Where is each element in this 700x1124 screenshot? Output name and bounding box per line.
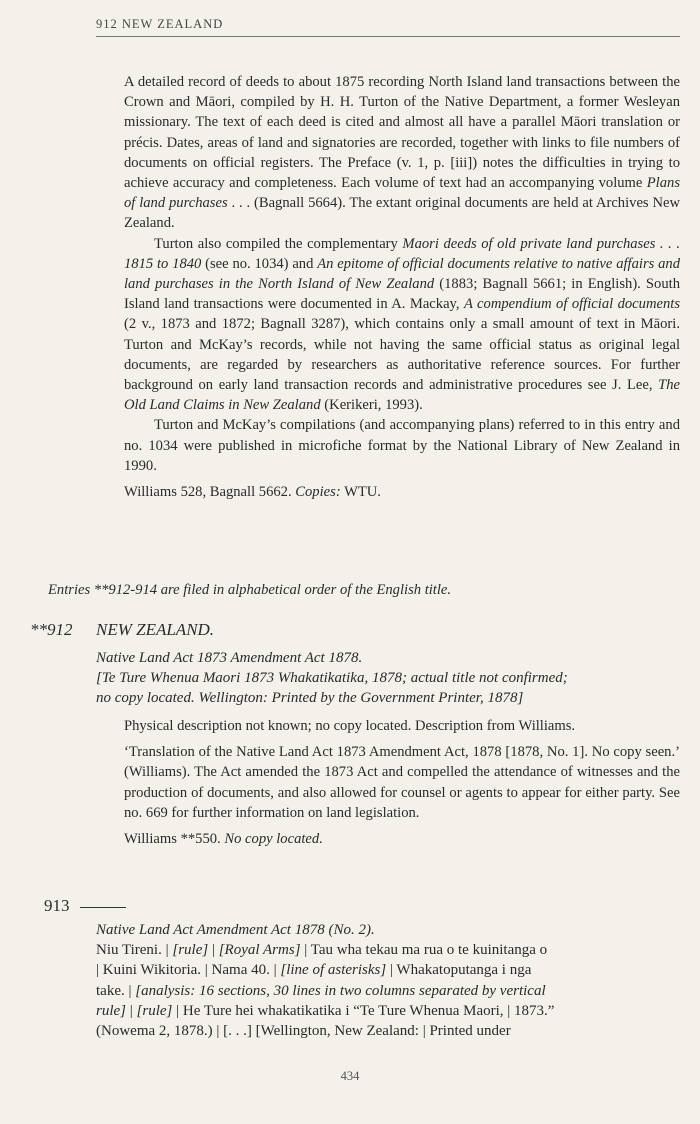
entry-912-desc-1: Physical description not known; no copy located. Description from Williams. <box>124 718 576 734</box>
entry-912-number: **912 <box>30 620 73 639</box>
entry-913-body <box>96 920 686 1041</box>
entry-913-line-4: rule] | [rule] | He Ture hei whakatikatika i “Te Ture Whenua Maori, | 1873.” <box>96 1002 555 1019</box>
entry-913-title: Native Land Act Amendment Act 1878 (No. 2). <box>96 922 375 938</box>
entry-913-line-3: take. | [analysis: 16 sections, 30 lines in two columns separated by vertical <box>96 982 546 999</box>
continuation-text <box>124 72 680 502</box>
entry-912-heading: NEW ZEALAND. <box>96 620 215 639</box>
paragraph-2: Turton also compiled the complementary Maori deeds of old private land purchases . . . 1815 to 1840 (see no. 1034) and An epitome of official documents relative to native affairs and land purchases in the North Island of New Zealand (1883; Bagnall 5661; in English). South Island land transactions were documented in A. Mackay, A compendium of official documents (2 v., 1873 and 1872; Bagnall 3287), which contains only a small amount of text in Māori. Turton and McKay’s records, while not having the same official status as original legal documents, are regarded by researchers as authoritative reference sources. For further background on early land transaction records and administrative procedures see J. Lee, The Old Land Claims in New Zealand (Kerikeri, 1993). <box>124 235 681 414</box>
running-head: 912 NEW ZEALAND <box>96 17 680 37</box>
paragraph-3: Turton and McKay’s compilations (and accompanying plans) referred to in this entry and no. 1034 were published in microfiche format by the National Library of New Zealand in 1990. <box>124 417 680 474</box>
paragraph-1: A detailed record of deeds to about 1875 recording North Island land transactions between the Crown and Māori, compiled by H. H. Turton of the Native Department, a former Wesleyan missionary. The text of each deed is cited and almost all have a parallel Māori translation or précis. Dates, areas of land and signatories are recorded, together with links to file numbers of documents on official registers. The Preface (v. 1, p. [iii]) notes the difficulties in trying to achieve accuracy and completeness. Each volume of text had an accompanying volume Plans of land purchases . . . (Bagnall 5664). The extant original documents are held at Archives New Zealand. <box>124 74 681 232</box>
entry-912-title-block <box>96 648 686 709</box>
entry-913-line-2: | Kuini Wikitoria. | Nama 40. | [line of asterisks] | Whakatoputanga i nga <box>96 962 532 979</box>
entry-912-desc-2: ‘Translation of the Native Land Act 1873 Amendment Act, 1878 [1878, No. 1]. No copy seen.’ (Williams). The Act amended the 1873 Act and compelled the attendance of witnesses and the production of documents, and also allowed for counsel or agents to appear for either party. See no. 669 for further information on land legislation. <box>124 744 680 821</box>
entry-912-imprint-1: [Te Ture Whenua Maori 1873 Whakatikatika, 1878; actual title not confirmed; <box>96 670 568 687</box>
entry-912-title: Native Land Act 1873 Amendment Act 1878. <box>96 650 363 666</box>
page-number: 434 <box>340 1069 360 1083</box>
entry-912-imprint-2: no copy located. Wellington: Printed by the Government Printer, 1878] <box>96 690 524 707</box>
filing-note: Entries **912-914 are filed in alphabetical order of the English title. <box>48 582 452 598</box>
entry-913-number: 913 <box>44 896 126 916</box>
entry-912-description <box>124 716 680 849</box>
citation: Williams 528, Bagnall 5662. Copies: WTU. <box>124 484 381 501</box>
entry-913-rule <box>80 907 126 908</box>
entry-913-line-1: Niu Tireni. | [rule] | [Royal Arms] | Tau wha tekau ma rua o te kuinitanga o <box>96 942 548 959</box>
entry-913-line-5: (Nowema 2, 1878.) | [. . .] [Wellington, New Zealand: | Printed under <box>96 1023 511 1040</box>
entry-912-citation: Williams **550. No copy located. <box>124 831 323 848</box>
